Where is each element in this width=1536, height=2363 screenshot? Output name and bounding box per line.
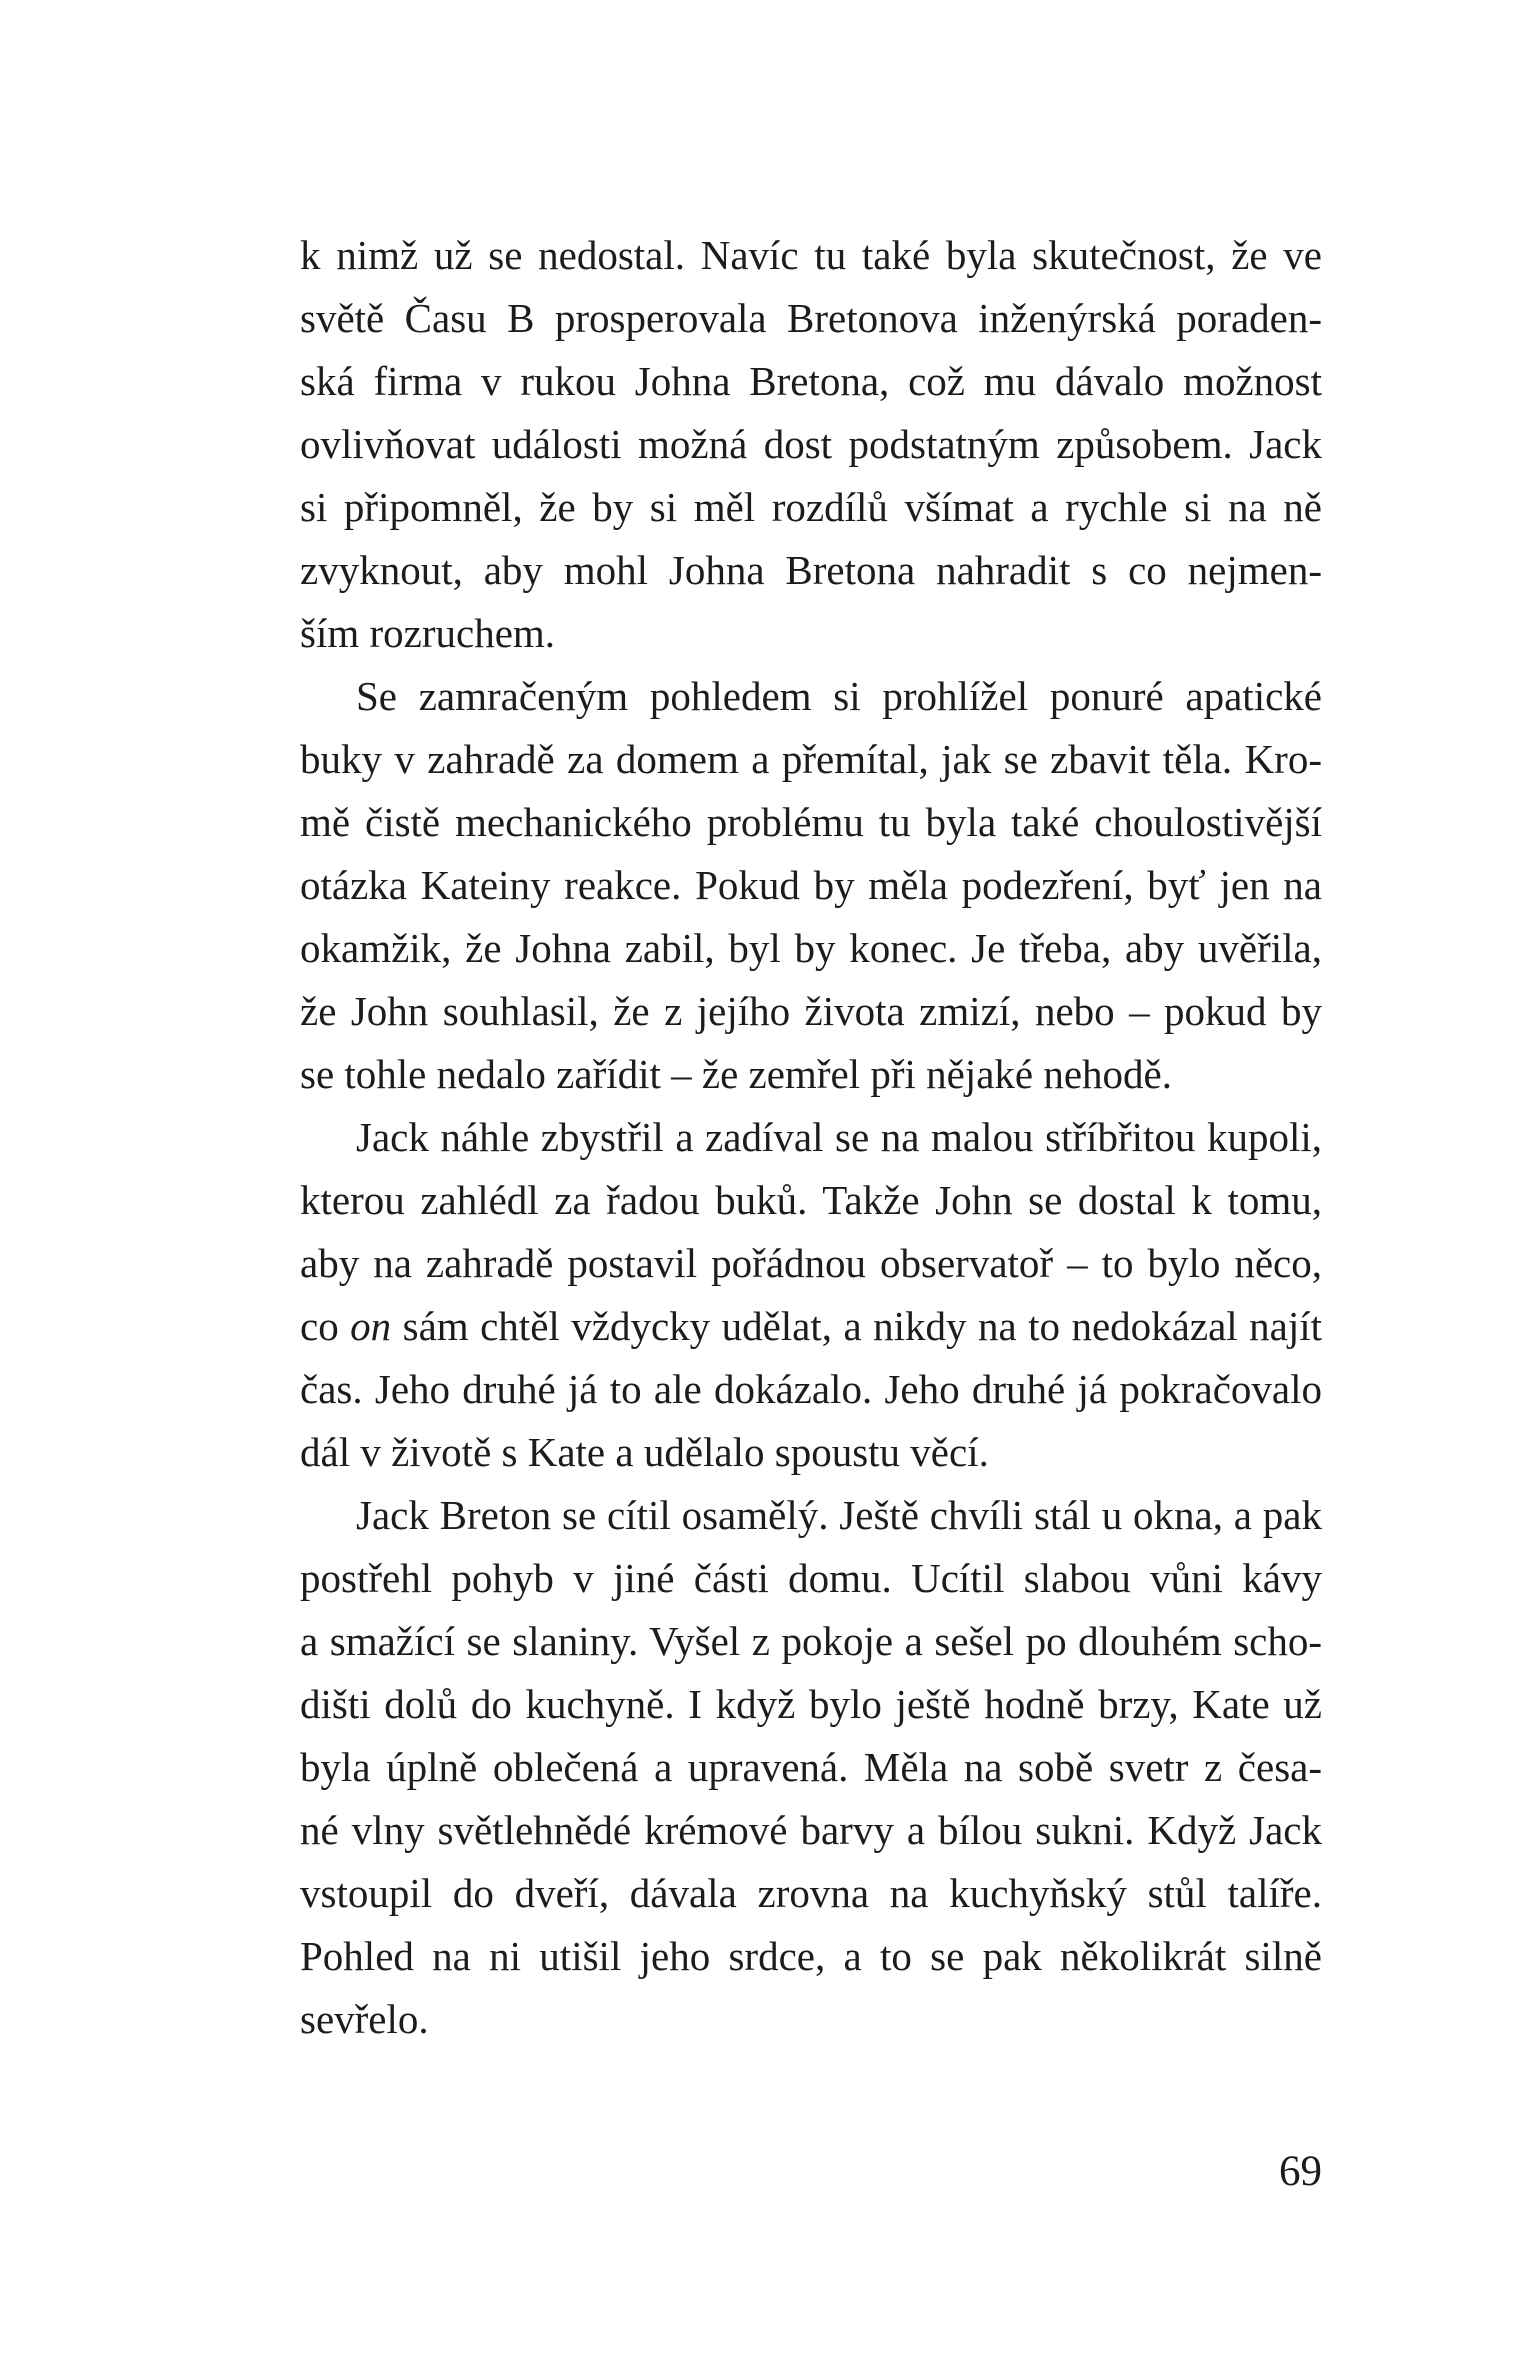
- text-line: [300, 1169, 1322, 1232]
- text-line: [300, 917, 1322, 980]
- text-segment: Pohled na ni utišil jeho srdce, a to se pak několikrát silně: [300, 1933, 1322, 1979]
- text-segment: k nimž už se nedostal. Navíc tu také byla skutečnost, že ve: [300, 232, 1322, 278]
- text-segment: postřehl pohyb v jiné části domu. Ucítil slabou vůni kávy: [300, 1555, 1322, 1601]
- text-segment: buky v zahradě za domem a přemítal, jak se zbavit těla. Kro-: [300, 736, 1322, 782]
- text-segment: sevřelo.: [300, 1996, 429, 2042]
- text-segment: zvyknout, aby mohl Johna Bretona nahradit s co nejmen-: [300, 547, 1322, 593]
- text-segment: si připomněl, že by si měl rozdílů všímat a rychle si na ně: [300, 484, 1322, 530]
- text-segment: Se zamračeným pohledem si prohlížel ponuré apatické: [356, 673, 1322, 719]
- paragraph: [300, 1484, 1322, 2051]
- text-segment: dišti dolů do kuchyně. I když bylo ještě hodně brzy, Kate už: [300, 1681, 1322, 1727]
- text-segment: byla úplně oblečená a upravená. Měla na sobě svetr z česa-: [300, 1744, 1322, 1790]
- text-line: [300, 980, 1322, 1043]
- text-line: [300, 728, 1322, 791]
- text-line: [300, 287, 1322, 350]
- text-line: [300, 1295, 1322, 1358]
- text-segment: aby na zahradě postavil pořádnou observatoř – to bylo něco,: [300, 1240, 1322, 1286]
- text-line: [300, 1421, 1322, 1484]
- text-line: [300, 1799, 1322, 1862]
- text-line: [300, 413, 1322, 476]
- italic-text: on: [350, 1303, 392, 1349]
- text-segment: čas. Jeho druhé já to ale dokázalo. Jeho druhé já pokračovalo: [300, 1366, 1322, 1412]
- text-segment: že John souhlasil, že z jejího života zmizí, nebo – pokud by: [300, 988, 1322, 1034]
- text-line: [300, 854, 1322, 917]
- text-segment: Jack Breton se cítil osamělý. Ještě chvíli stál u okna, a pak: [356, 1492, 1322, 1538]
- page-text: [300, 224, 1322, 2051]
- text-segment: ská firma v rukou Johna Bretona, což mu dávalo možnost: [300, 358, 1322, 404]
- text-line: [300, 1106, 1322, 1169]
- text-line: [300, 224, 1322, 287]
- text-line: [300, 1043, 1322, 1106]
- text-line: [300, 1358, 1322, 1421]
- text-segment: okamžik, že Johna zabil, byl by konec. Je třeba, aby uvěřila,: [300, 925, 1322, 971]
- text-line: [300, 1547, 1322, 1610]
- page-number: 69: [1279, 2148, 1322, 2195]
- text-line: [300, 539, 1322, 602]
- text-segment: ovlivňovat události možná dost podstatným způsobem. Jack: [300, 421, 1322, 467]
- text-segment: a smažící se slaniny. Vyšel z pokoje a sešel po dlouhém scho-: [300, 1618, 1322, 1664]
- text-line: [300, 350, 1322, 413]
- text-segment: co: [300, 1303, 351, 1349]
- text-line: [300, 1232, 1322, 1295]
- text-segment: ším rozruchem.: [300, 610, 556, 656]
- text-line: [300, 1862, 1322, 1925]
- text-line: [300, 602, 1322, 665]
- text-segment: né vlny světlehnědé krémové barvy a bílou sukni. Když Jack: [300, 1807, 1322, 1853]
- text-line: [300, 665, 1322, 728]
- text-line: [300, 1484, 1322, 1547]
- paragraph: [300, 1106, 1322, 1484]
- text-line: [300, 1925, 1322, 1988]
- text-line: [300, 1610, 1322, 1673]
- text-line: [300, 791, 1322, 854]
- paragraph: [300, 224, 1322, 665]
- text-segment: otázka Kateiny reakce. Pokud by měla podezření, byť jen na: [300, 862, 1322, 908]
- text-line: [300, 476, 1322, 539]
- text-segment: vstoupil do dveří, dávala zrovna na kuchyňský stůl talíře.: [300, 1870, 1322, 1916]
- text-segment: se tohle nedalo zařídit – že zemřel při nějaké nehodě.: [300, 1051, 1172, 1097]
- text-segment: světě Času B prosperovala Bretonova inženýrská poraden-: [300, 295, 1322, 341]
- paragraph: [300, 665, 1322, 1106]
- text-segment: sám chtěl vždycky udělat, a nikdy na to nedokázal najít: [391, 1303, 1322, 1349]
- text-segment: mě čistě mechanického problému tu byla také choulostivější: [300, 799, 1322, 845]
- text-segment: dál v životě s Kate a udělalo spoustu věcí.: [300, 1429, 989, 1475]
- text-line: [300, 1988, 1322, 2051]
- text-line: [300, 1736, 1322, 1799]
- text-line: [300, 1673, 1322, 1736]
- text-segment: Jack náhle zbystřil a zadíval se na malou stříbřitou kupoli,: [356, 1114, 1322, 1160]
- text-segment: kterou zahlédl za řadou buků. Takže John se dostal k tomu,: [300, 1177, 1322, 1223]
